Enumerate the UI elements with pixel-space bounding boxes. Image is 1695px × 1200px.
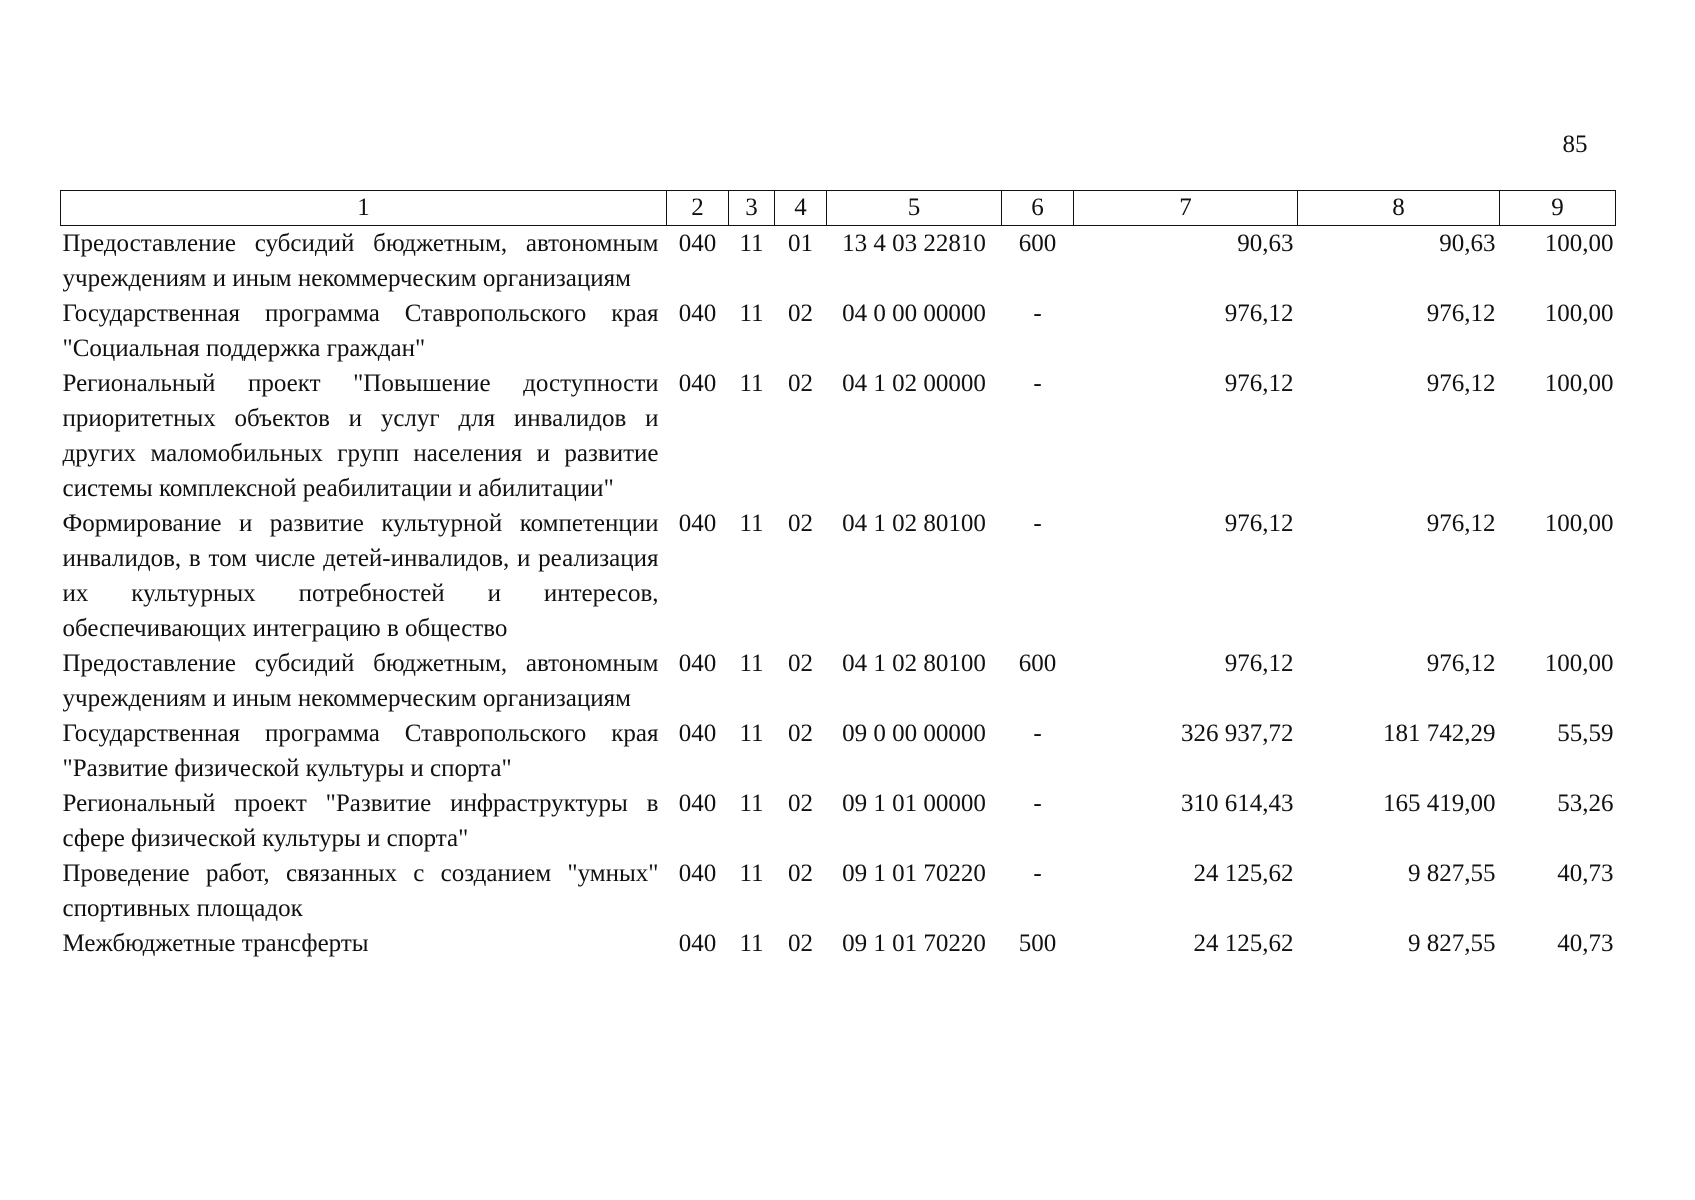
percent-cell: 40,73 xyxy=(1557,930,1614,957)
code-cell: 01 xyxy=(788,230,813,257)
code-cell: 02 xyxy=(788,650,813,677)
code-cell: 040 xyxy=(678,790,717,817)
code-cell: 04 1 02 80100 xyxy=(842,510,986,537)
table-row xyxy=(61,716,1616,786)
code-cell: 11 xyxy=(739,510,764,537)
code-cell: 040 xyxy=(678,650,717,677)
column-header: 1 xyxy=(61,191,667,226)
item-name: Формирование и развитие культурной компетенции инвалидов, в том числе детей-инвалидов, и реализация их культурных потребностей и интересов, обеспечивающих интеграцию в общество xyxy=(62,510,659,642)
code-cell: 02 xyxy=(788,300,813,327)
amount-cell: 310 614,43 xyxy=(1181,790,1294,817)
code-cell: 040 xyxy=(678,720,717,747)
amount-cell: 976,12 xyxy=(1224,650,1294,677)
code-cell: 040 xyxy=(678,510,717,537)
amount-cell: 90,63 xyxy=(1439,230,1496,257)
header-row xyxy=(61,191,1616,226)
budget-table xyxy=(60,190,1616,961)
code-cell: - xyxy=(1033,860,1042,887)
column-header: 6 xyxy=(1002,191,1074,226)
column-header: 8 xyxy=(1298,191,1500,226)
column-header: 3 xyxy=(729,191,775,226)
code-cell: 040 xyxy=(678,930,717,957)
table-row xyxy=(61,226,1616,297)
code-cell: - xyxy=(1033,370,1042,397)
code-cell: 02 xyxy=(788,370,813,397)
code-cell: - xyxy=(1033,790,1042,817)
code-cell: 040 xyxy=(678,300,717,327)
item-name: Региональный проект "Развитие инфраструктуры в сфере физической культуры и спорта" xyxy=(62,790,659,852)
code-cell: 02 xyxy=(788,720,813,747)
percent-cell: 55,59 xyxy=(1557,720,1614,747)
item-name: Предоставление субсидий бюджетным, автономным учреждениям и иным некоммерческим организациям xyxy=(62,650,659,712)
item-name: Межбюджетные трансферты xyxy=(62,930,369,957)
item-name: Региональный проект "Повышение доступности приоритетных объектов и услуг для инвалидов и других маломобильных групп населения и развитие системы комплексной реабилитации и абилитации" xyxy=(62,370,659,502)
amount-cell: 976,12 xyxy=(1426,650,1496,677)
percent-cell: 100,00 xyxy=(1544,650,1614,677)
amount-cell: 9 827,55 xyxy=(1408,860,1496,887)
percent-cell: 100,00 xyxy=(1544,230,1614,257)
code-cell: 040 xyxy=(678,370,717,397)
table-row xyxy=(61,856,1616,926)
amount-cell: 326 937,72 xyxy=(1181,720,1294,747)
code-cell: 11 xyxy=(739,230,764,257)
amount-cell: 976,12 xyxy=(1224,370,1294,397)
code-cell: 500 xyxy=(1018,930,1057,957)
table-row xyxy=(61,506,1616,646)
item-name: Предоставление субсидий бюджетным, автономным учреждениям и иным некоммерческим организациям xyxy=(62,230,659,292)
amount-cell: 90,63 xyxy=(1237,230,1294,257)
percent-cell: 53,26 xyxy=(1557,790,1614,817)
table-row xyxy=(61,786,1616,856)
amount-cell: 976,12 xyxy=(1426,510,1496,537)
percent-cell: 100,00 xyxy=(1544,300,1614,327)
table-row xyxy=(61,926,1616,961)
percent-cell: 40,73 xyxy=(1557,860,1614,887)
code-cell: 02 xyxy=(788,510,813,537)
page-number: 85 xyxy=(1562,131,1588,158)
code-cell: 09 0 00 00000 xyxy=(842,720,986,747)
code-cell: 09 1 01 70220 xyxy=(842,930,986,957)
amount-cell: 976,12 xyxy=(1426,370,1496,397)
code-cell: - xyxy=(1033,300,1042,327)
code-cell: 11 xyxy=(739,300,764,327)
code-cell: 09 1 01 70220 xyxy=(842,860,986,887)
amount-cell: 976,12 xyxy=(1224,510,1294,537)
column-header: 4 xyxy=(775,191,827,226)
table-row xyxy=(61,366,1616,506)
percent-cell: 100,00 xyxy=(1544,510,1614,537)
amount-cell: 976,12 xyxy=(1224,300,1294,327)
code-cell: 04 1 02 80100 xyxy=(842,650,986,677)
code-cell: 11 xyxy=(739,370,764,397)
column-header: 5 xyxy=(827,191,1002,226)
amount-cell: 976,12 xyxy=(1426,300,1496,327)
percent-cell: 100,00 xyxy=(1544,370,1614,397)
code-cell: 11 xyxy=(739,930,764,957)
code-cell: 13 4 03 22810 xyxy=(842,230,986,257)
code-cell: 040 xyxy=(678,230,717,257)
amount-cell: 165 419,00 xyxy=(1383,790,1496,817)
code-cell: 600 xyxy=(1018,650,1057,677)
code-cell: - xyxy=(1033,720,1042,747)
amount-cell: 24 125,62 xyxy=(1193,930,1294,957)
code-cell: 11 xyxy=(739,790,764,817)
table-row xyxy=(61,646,1616,716)
column-header: 9 xyxy=(1500,191,1616,226)
code-cell: 040 xyxy=(678,860,717,887)
code-cell: 11 xyxy=(739,650,764,677)
code-cell: 02 xyxy=(788,930,813,957)
code-cell: - xyxy=(1033,510,1042,537)
code-cell: 09 1 01 00000 xyxy=(842,790,986,817)
item-name: Проведение работ, связанных с созданием "умных" спортивных площадок xyxy=(62,860,659,922)
code-cell: 11 xyxy=(739,860,764,887)
table-row xyxy=(61,296,1616,366)
column-header: 2 xyxy=(667,191,729,226)
amount-cell: 9 827,55 xyxy=(1408,930,1496,957)
amount-cell: 181 742,29 xyxy=(1383,720,1496,747)
code-cell: 600 xyxy=(1018,230,1057,257)
code-cell: 04 0 00 00000 xyxy=(842,300,986,327)
code-cell: 02 xyxy=(788,860,813,887)
code-cell: 11 xyxy=(739,720,764,747)
code-cell: 02 xyxy=(788,790,813,817)
item-name: Государственная программа Ставропольского края "Социальная поддержка граждан" xyxy=(62,300,659,362)
column-header: 7 xyxy=(1074,191,1298,226)
item-name: Государственная программа Ставропольского края "Развитие физической культуры и спорта" xyxy=(62,720,659,782)
code-cell: 04 1 02 00000 xyxy=(842,370,986,397)
amount-cell: 24 125,62 xyxy=(1193,860,1294,887)
